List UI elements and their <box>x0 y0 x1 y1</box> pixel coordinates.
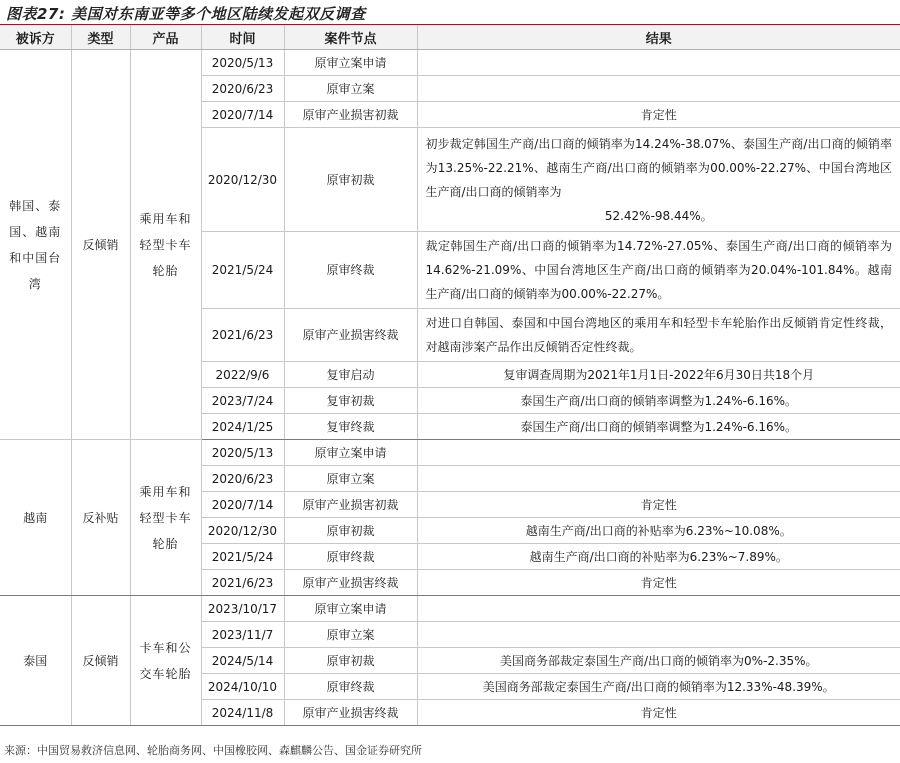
product-cell: 卡车和公交车轮胎 <box>130 596 201 726</box>
figure-title: 图表27: 美国对东南亚等多个地区陆续发起双反调查 <box>6 5 366 23</box>
time-cell: 2022/9/6 <box>201 362 284 388</box>
node-cell: 原审产业损害终裁 <box>284 570 417 596</box>
result-text: 裁定韩国生产商/出口商的倾销率为14.72%-27.05%、泰国生产商/出口商的倾销率为14.62%-21.09%、中国台湾地区生产商/出口商的倾销率为20.04%-101.84%。越南生产商/出口商的倾销率为00.00%-22.27%。 <box>425 239 892 301</box>
time-cell: 2020/7/14 <box>201 102 284 128</box>
product-cell: 乘用车和轻型卡车轮胎 <box>130 440 201 596</box>
header-party: 被诉方 <box>0 25 71 50</box>
time-cell: 2023/10/17 <box>201 596 284 622</box>
result-cell: 复审调查周期为2021年1月1日-2022年6月30日共18个月 <box>417 362 900 388</box>
node-cell: 原审初裁 <box>284 648 417 674</box>
result-cell: 肯定性 <box>417 102 900 128</box>
time-cell: 2020/5/13 <box>201 440 284 466</box>
case-table <box>0 25 900 726</box>
result-cell <box>417 466 900 492</box>
type-cell: 反补贴 <box>71 440 130 596</box>
node-cell: 原审立案 <box>284 76 417 102</box>
result-text: 对进口自韩国、泰国和中国台湾地区的乘用车和轻型卡车轮胎作出反倾销肯定性终裁，对越南涉案产品作出反倾销否定性终裁。 <box>425 316 892 354</box>
table-row <box>0 596 900 622</box>
time-cell: 2024/10/10 <box>201 674 284 700</box>
node-cell: 原审产业损害终裁 <box>284 309 417 362</box>
node-cell: 原审立案申请 <box>284 596 417 622</box>
result-cell: 泰国生产商/出口商的倾销率调整为1.24%-6.16%。 <box>417 388 900 414</box>
result-cell <box>417 309 900 362</box>
party-cell: 泰国 <box>0 596 71 726</box>
result-text: 初步裁定韩国生产商/出口商的倾销率为14.24%-38.07%、泰国生产商/出口商的倾销率为13.25%-22.21%、越南生产商/出口商的倾销率为00.00%-22.27%、中国台湾地区生产商/出口商的倾销率为 <box>425 136 892 199</box>
time-cell: 2020/5/13 <box>201 50 284 76</box>
result-cell <box>417 232 900 309</box>
node-cell: 复审启动 <box>284 362 417 388</box>
result-cell: 越南生产商/出口商的补贴率为6.23%~10.08%。 <box>417 518 900 544</box>
node-cell: 原审立案 <box>284 622 417 648</box>
time-cell: 2021/6/23 <box>201 570 284 596</box>
type-cell: 反倾销 <box>71 50 130 440</box>
source-note: 来源：中国贸易救济信息网、轮胎商务网、中国橡胶网、森麒麟公告、国金证券研究所 <box>4 744 422 757</box>
time-cell: 2024/5/14 <box>201 648 284 674</box>
type-cell: 反倾销 <box>71 596 130 726</box>
time-cell: 2023/11/7 <box>201 622 284 648</box>
time-cell: 2020/12/30 <box>201 518 284 544</box>
result-cell: 美国商务部裁定泰国生产商/出口商的倾销率为0%-2.35%。 <box>417 648 900 674</box>
time-cell: 2021/5/24 <box>201 232 284 309</box>
time-cell: 2020/6/23 <box>201 466 284 492</box>
node-cell: 原审产业损害初裁 <box>284 492 417 518</box>
result-cell: 越南生产商/出口商的补贴率为6.23%~7.89%。 <box>417 544 900 570</box>
result-cell: 肯定性 <box>417 700 900 726</box>
header-product: 产品 <box>130 25 201 50</box>
node-cell: 原审产业损害初裁 <box>284 102 417 128</box>
time-cell: 2020/7/14 <box>201 492 284 518</box>
result-cell: 泰国生产商/出口商的倾销率调整为1.24%-6.16%。 <box>417 414 900 440</box>
result-cell <box>417 76 900 102</box>
header-type: 类型 <box>71 25 130 50</box>
result-cell <box>417 50 900 76</box>
table-header-row <box>0 25 900 50</box>
node-cell: 原审立案 <box>284 466 417 492</box>
result-cell <box>417 622 900 648</box>
node-cell: 原审初裁 <box>284 128 417 232</box>
node-cell: 复审终裁 <box>284 414 417 440</box>
result-cell <box>417 596 900 622</box>
time-cell: 2024/1/25 <box>201 414 284 440</box>
result-cell: 美国商务部裁定泰国生产商/出口商的倾销率为12.33%-48.39%。 <box>417 674 900 700</box>
node-cell: 原审产业损害终裁 <box>284 700 417 726</box>
time-cell: 2021/5/24 <box>201 544 284 570</box>
product-cell: 乘用车和轻型卡车轮胎 <box>130 50 201 440</box>
node-cell: 原审终裁 <box>284 232 417 309</box>
result-cell <box>417 128 900 232</box>
result-text: 52.42%-98.44%。 <box>604 208 713 223</box>
table-row <box>0 440 900 466</box>
time-cell: 2023/7/24 <box>201 388 284 414</box>
header-node: 案件节点 <box>284 25 417 50</box>
time-cell: 2020/12/30 <box>201 128 284 232</box>
node-cell: 原审立案申请 <box>284 50 417 76</box>
time-cell: 2024/11/8 <box>201 700 284 726</box>
node-cell: 原审终裁 <box>284 544 417 570</box>
result-cell <box>417 440 900 466</box>
node-cell: 原审终裁 <box>284 674 417 700</box>
node-cell: 原审初裁 <box>284 518 417 544</box>
party-cell: 韩国、泰国、越南和中国台湾 <box>0 50 71 440</box>
result-cell: 肯定性 <box>417 492 900 518</box>
table-row <box>0 50 900 76</box>
time-cell: 2020/6/23 <box>201 76 284 102</box>
header-time: 时间 <box>201 25 284 50</box>
node-cell: 复审初裁 <box>284 388 417 414</box>
party-cell: 越南 <box>0 440 71 596</box>
result-cell: 肯定性 <box>417 570 900 596</box>
header-result: 结果 <box>417 25 900 50</box>
node-cell: 原审立案申请 <box>284 440 417 466</box>
time-cell: 2021/6/23 <box>201 309 284 362</box>
